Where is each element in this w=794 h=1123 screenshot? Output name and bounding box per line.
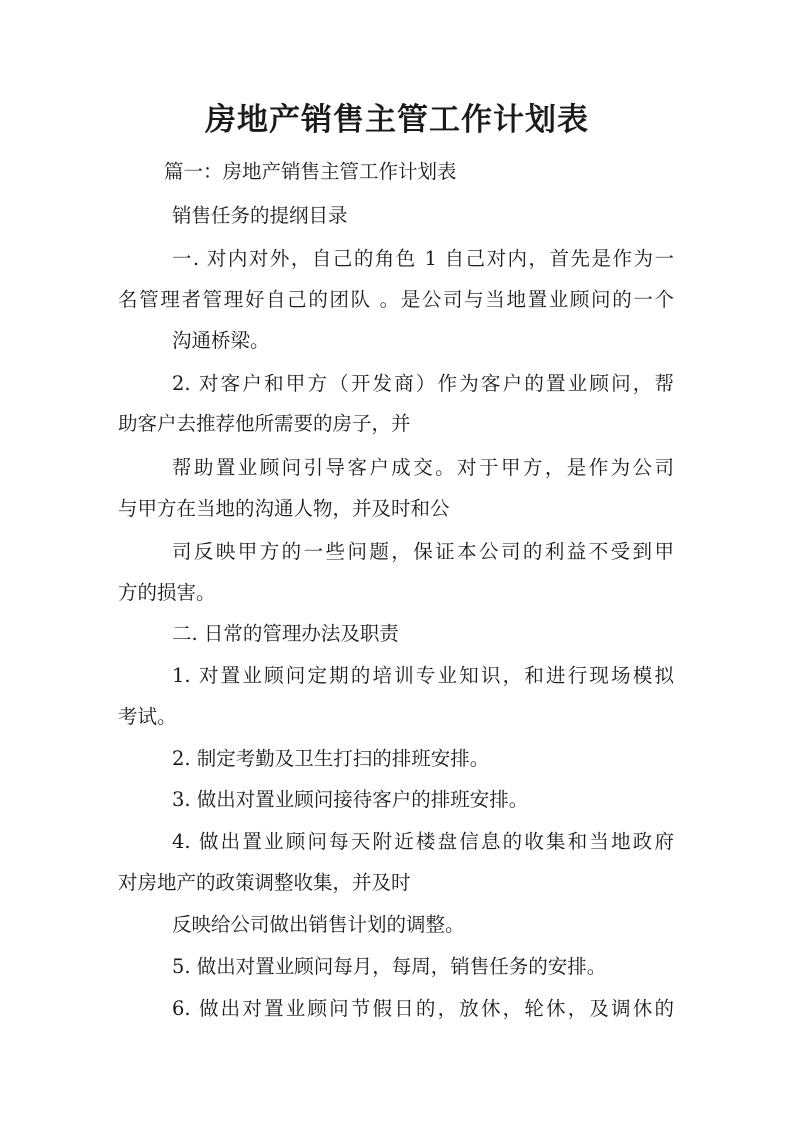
- paragraph-line: 1. 对置业顾问定期的培训专业知识，和进行现场模拟: [172, 664, 674, 687]
- paragraph-line: 一. 对内对外，自己的角色 1 自己对内，首先是作为一: [172, 247, 674, 270]
- paragraph-line: 对房地产的政策调整收集，并及时: [118, 871, 411, 894]
- paragraph-line: 4. 做出置业顾问每天附近楼盘信息的收集和当地政府: [172, 830, 674, 853]
- section-heading: 篇一：房地产销售主管工作计划表: [164, 160, 457, 183]
- paragraph-line: 司反映甲方的一些问题，保证本公司的利益不受到甲: [172, 540, 674, 563]
- paragraph-line: 与甲方在当地的沟通人物，并及时和公: [118, 497, 450, 520]
- paragraph-line: 3. 做出对置业顾问接待客户的排班安排。: [172, 788, 529, 811]
- paragraph-line: 沟通桥梁。: [172, 329, 270, 352]
- paragraph-line: 6. 做出对置业顾问节假日的，放休，轮休，及调休的: [172, 997, 674, 1020]
- paragraph-line: 方的损害。: [118, 581, 216, 604]
- paragraph-line: 反映给公司做出销售计划的调整。: [172, 913, 465, 936]
- paragraph-line: 助客户去推荐他所需要的房子，并: [118, 412, 411, 435]
- document-title: 房地产销售主管工作计划表: [205, 102, 589, 138]
- paragraph-line: 5. 做出对置业顾问每月，每周，销售任务的安排。: [172, 955, 607, 978]
- paragraph-line: 销售任务的提纲目录: [172, 204, 348, 227]
- paragraph-line: 考试。: [118, 705, 177, 728]
- paragraph-line: 2. 制定考勤及卫生打扫的排班安排。: [172, 747, 490, 770]
- paragraph-line: 名管理者管理好自己的团队 。是公司与当地置业顾问的一个: [118, 288, 674, 311]
- paragraph-line: 2. 对客户和甲方（开发商）作为客户的置业顾问，帮: [172, 372, 674, 395]
- paragraph-line: 帮助置业顾问引导客户成交。对于甲方，是作为公司: [172, 456, 674, 479]
- paragraph-line: 二. 日常的管理办法及职责: [172, 622, 399, 645]
